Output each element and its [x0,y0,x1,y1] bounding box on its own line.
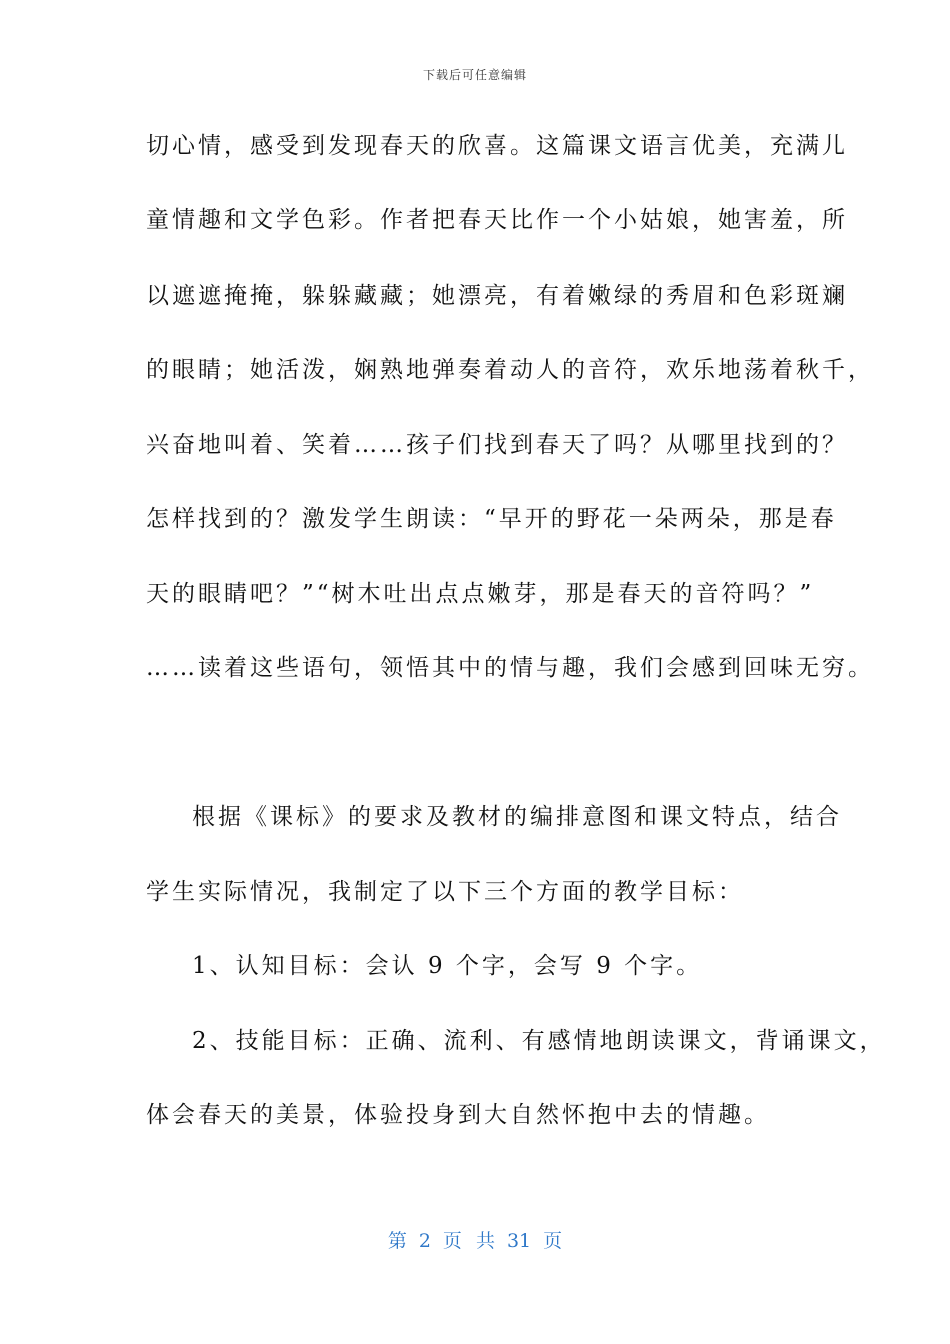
text-line: 怎样找到的？激发学生朗读：“早开的野花一朵两朵，那是春 [146,506,837,532]
text-line: 体会春天的美景，体验投身到大自然怀抱中去的情趣。 [146,1102,770,1128]
current-page-number: 2 [418,1230,431,1252]
text-line: 以遮遮掩掩，躲躲藏藏；她漂亮，有着嫩绿的秀眉和色彩斑斓 [146,283,848,309]
footer-mid: 页 共 [442,1230,495,1252]
page-footer [0,1226,950,1253]
text-line: 切心情，感受到发现春天的欣喜。这篇课文语言优美，充满儿 [146,133,848,159]
text-line: 2、技能目标：正确、流利、有感情地朗读课文，背诵课文， [192,1028,886,1054]
footer-prefix: 第 [387,1230,407,1252]
text-line: 的眼睛；她活泼，娴熟地弹奏着动人的音符，欢乐地荡着秋千， [146,357,874,383]
text-line: 天的眼睛吧？”“树木吐出点点嫩芽，那是春天的音符吗？” [146,581,815,607]
text-line: 1、认知目标：会认 9 个字，会写 9 个字。 [192,953,703,979]
text-line: ……读着这些语句，领悟其中的情与趣，我们会感到回味无穷。 [146,655,874,681]
text-line: 学生实际情况，我制定了以下三个方面的教学目标： [146,879,744,905]
page-header: 下载后可任意编辑 [422,68,527,82]
text-line: 根据《课标》的要求及教材的编排意图和课文特点，结合 [192,804,842,830]
text-line: 兴奋地叫着、笑着……孩子们找到春天了吗？从哪里找到的？ [146,432,848,458]
footer-suffix: 页 [543,1230,563,1252]
total-pages: 31 [506,1230,532,1252]
text-line: 童情趣和文学色彩。作者把春天比作一个小姑娘，她害羞，所 [146,207,848,233]
